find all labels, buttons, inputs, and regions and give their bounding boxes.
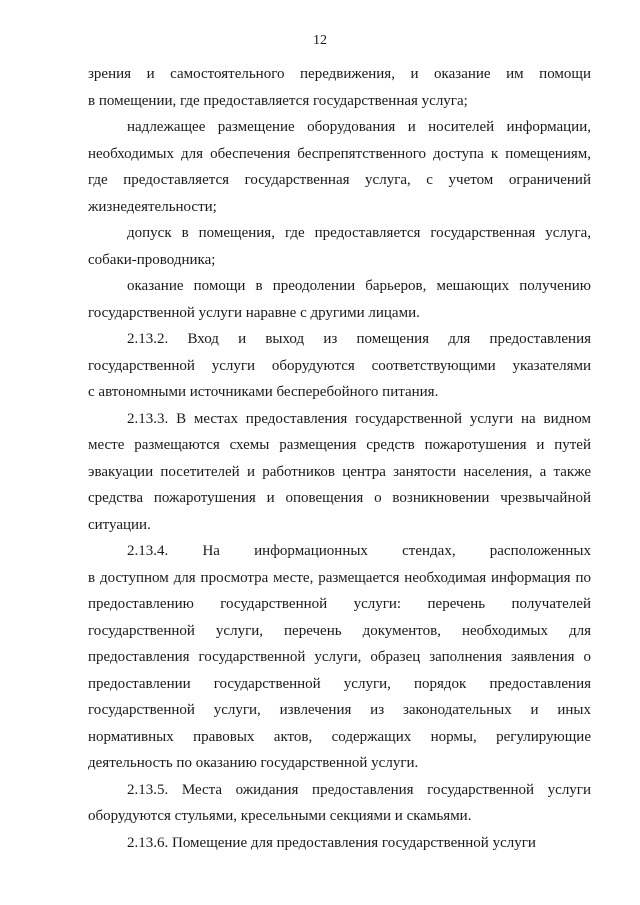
text-line: предоставлению государственной услуги: перечень получателей [88,596,591,612]
text-line: деятельность по оказанию государственной услуги. [88,755,419,771]
text-line: государственной услуги оборудуются соответствующими указателями [88,357,591,374]
text-line: 2.13.6. Помещение для предоставления государственной услуги [127,834,536,851]
text-line: государственной услуги наравне с другими лицами. [88,304,420,321]
paragraph [88,406,591,539]
text-line: государственной услуги, перечень документов, необходимых для [88,622,591,639]
paragraph [88,220,591,273]
paragraph [88,538,591,777]
text-line: месте размещаются схемы размещения средств пожаротушения и путей [88,437,591,453]
paragraph [88,326,591,406]
text-line: предоставлении государственной услуги, порядок предоставления [88,675,591,692]
paragraph [88,61,591,114]
text-line: с автономными источниками бесперебойного питания. [88,384,439,400]
text-line: оборудуются стульями, кресельными секциями и скамьями. [88,808,472,824]
text-line: надлежащее размещение оборудования и носителей информации, [127,119,591,135]
text-line: в помещении, где предоставляется государственная услуга; [88,92,468,109]
text-line: в доступном для просмотра месте, размещается необходимая информация по [88,569,591,586]
text-line: зрения и самостоятельного передвижения, и оказание им помощи [88,66,591,82]
text-line: 2.13.4. На информационных стендах, расположенных [127,543,591,559]
paragraph [88,830,591,857]
text-line: необходимых для обеспечения беспрепятственного доступа к помещениям, [88,145,591,162]
text-line: 2.13.2. Вход и выход из помещения для предоставления [127,331,591,347]
paragraph [88,114,591,220]
paragraph [88,273,591,326]
text-line: собаки-проводника; [88,251,216,268]
paragraph [88,777,591,830]
text-line: где предоставляется государственная услуга, с учетом ограничений [88,172,591,188]
page-number: 12 [313,33,327,48]
text-line: оказание помощи в преодолении барьеров, мешающих получению [127,278,591,294]
text-line: 2.13.3. В местах предоставления государственной услуги на видном [127,410,591,427]
text-line: средства пожаротушения и оповещения о возникновении чрезвычайной [88,490,591,506]
text-line: предоставления государственной услуги, образец заполнения заявления о [88,649,591,665]
text-line: жизнедеятельности; [88,198,217,215]
text-line: нормативных правовых актов, содержащих нормы, регулирующие [88,728,591,745]
text-line: ситуации. [88,516,151,533]
text-line: 2.13.5. Места ожидания предоставления государственной услуги [127,781,591,798]
document-body [88,61,591,856]
text-line: эвакуации посетителей и работников центра занятости населения, а также [88,463,591,480]
text-line: допуск в помещения, где предоставляется государственная услуга, [127,225,591,241]
text-line: государственной услуги, извлечения из законодательных и иных [88,702,591,718]
